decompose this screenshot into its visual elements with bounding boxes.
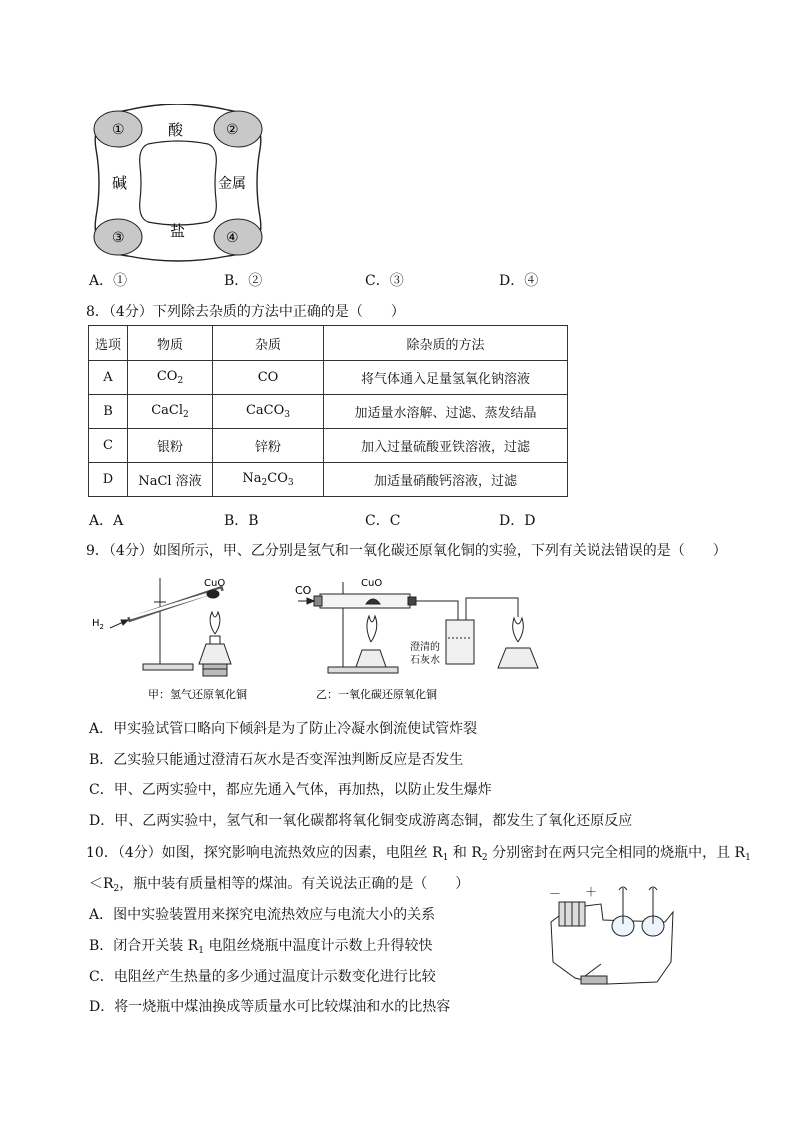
q7-option-c[interactable]: C．③ bbox=[365, 273, 404, 289]
q9-option-d[interactable]: D．甲、乙两实验中，氢气和一氧化碳都将氧化铜变成游离态铜，都发生了氧化还原反应 bbox=[89, 813, 633, 829]
header-substance: 物质 bbox=[128, 326, 213, 361]
table-row bbox=[89, 361, 568, 395]
q9-apparatus-figure bbox=[88, 572, 648, 707]
q10-option-a[interactable]: A．图中实验装置用来探究电流热效应与电流大小的关系 bbox=[89, 907, 436, 923]
cell-impurity: CO bbox=[213, 361, 324, 395]
q9-option-b[interactable]: B．乙实验只能通过澄清石灰水是否变浑浊判断反应是否发生 bbox=[89, 752, 464, 768]
cell-option: B bbox=[89, 395, 128, 429]
q7-option-d[interactable]: D．④ bbox=[499, 273, 539, 289]
q9-option-c[interactable]: C．甲、乙两实验中，都应先通入气体，再加热，以防止发生爆炸 bbox=[89, 782, 492, 798]
table-header-row bbox=[89, 326, 568, 361]
cell-impurity: CaCO$_3$ bbox=[213, 395, 324, 429]
co-label: CO bbox=[295, 584, 312, 597]
label-acid: 酸 bbox=[168, 121, 184, 139]
corner-label-1: ① bbox=[112, 122, 125, 138]
corner-label-2: ② bbox=[226, 122, 239, 138]
cuo-label-2: CuO bbox=[361, 578, 383, 589]
cell-option: A bbox=[89, 361, 128, 395]
q8-option-a[interactable]: A．A bbox=[89, 513, 124, 529]
q8-option-c[interactable]: C．C bbox=[365, 513, 401, 529]
battery-minus-label: － bbox=[549, 887, 562, 901]
q10-stem-line2: $<R_2$，瓶中装有质量相等的煤油。有关说法正确的是（ ） bbox=[89, 876, 470, 894]
q10-option-d[interactable]: D．将一烧瓶中煤油换成等质量水可比较煤油和水的比热容 bbox=[89, 999, 451, 1015]
cell-method: 加适量水溶解、过滤、蒸发结晶 bbox=[324, 395, 568, 429]
limewater-label-line2: 石灰水 bbox=[410, 655, 440, 666]
cell-option: C bbox=[89, 429, 128, 463]
cell-substance: CaCl$_2$ bbox=[128, 395, 213, 429]
battery-plus-label: ＋ bbox=[585, 885, 598, 899]
q9-option-a[interactable]: A．甲实验试管口略向下倾斜是为了防止冷凝水倒流使试管炸裂 bbox=[89, 721, 478, 737]
inner-rounded-frame bbox=[140, 141, 217, 225]
table-row bbox=[89, 395, 568, 429]
cell-impurity: $Na_2CO_3$ bbox=[213, 463, 324, 497]
cuo-label-1: CuO bbox=[204, 578, 226, 589]
cell-method: 加入过量硫酸亚铁溶液，过滤 bbox=[324, 429, 568, 463]
limewater-label-line1: 澄清的 bbox=[410, 642, 440, 653]
cell-method: 将气体通入足量氢氧化钠溶液 bbox=[324, 361, 568, 395]
label-metal: 金属 bbox=[218, 176, 246, 192]
corner-label-3: ③ bbox=[112, 230, 125, 246]
cell-substance: NaCl 溶液 bbox=[128, 463, 213, 497]
cell-substance: $CO_2$ bbox=[128, 361, 213, 395]
caption-co-reduction: 乙：一氧化碳还原氧化铜 bbox=[316, 688, 437, 701]
q8-stem: 8．（4分）下列除去杂质的方法中正确的是（ ） bbox=[86, 304, 405, 320]
label-salt: 盐 bbox=[170, 222, 186, 240]
header-option: 选项 bbox=[89, 326, 128, 361]
q8-option-d[interactable]: D．D bbox=[499, 513, 536, 529]
cell-impurity: 锌粉 bbox=[213, 429, 324, 463]
q10-circuit-figure bbox=[545, 882, 685, 992]
cell-option: D bbox=[89, 463, 128, 497]
q8-table bbox=[88, 325, 568, 497]
q10-option-c[interactable]: C．电阻丝产生热量的多少通过温度计示数变化进行比较 bbox=[89, 969, 436, 985]
cell-method: 加适量硝酸钙溶液，过滤 bbox=[324, 463, 568, 497]
q7-option-a[interactable]: A．① bbox=[89, 273, 128, 289]
table-row bbox=[89, 463, 568, 497]
q8-option-b[interactable]: B．B bbox=[224, 513, 259, 529]
cell-substance: 银粉 bbox=[128, 429, 213, 463]
header-impurity: 杂质 bbox=[213, 326, 324, 361]
q7-option-b[interactable]: B．② bbox=[224, 273, 263, 289]
header-method: 除杂质的方法 bbox=[324, 326, 568, 361]
q10-stem-line1: 10．（4分）如图，探究影响电流热效应的因素，电阻丝 $R_1$ 和 $R_2$ 分别密封在两只完全相同的烧瓶中，且 $R_1$ bbox=[86, 845, 751, 863]
table-row bbox=[89, 429, 568, 463]
caption-h2-reduction: 甲：氢气还原氧化铜 bbox=[148, 688, 247, 701]
h2-label: $H_2$ bbox=[92, 618, 104, 631]
label-base: 碱 bbox=[112, 174, 128, 192]
corner-label-4: ④ bbox=[226, 230, 239, 246]
q10-option-b[interactable]: B．闭合开关装 $R_1$ 电阻丝烧瓶中温度计示数上升得较快 bbox=[89, 938, 433, 956]
h2-reduction-apparatus bbox=[110, 578, 231, 676]
acid-base-metal-salt-diagram bbox=[88, 104, 268, 262]
switch bbox=[581, 976, 607, 984]
q9-stem: 9．（4分）如图所示，甲、乙分别是氢气和一氧化碳还原氧化铜的实验，下列有关说法错误的是（ ） bbox=[86, 543, 727, 559]
